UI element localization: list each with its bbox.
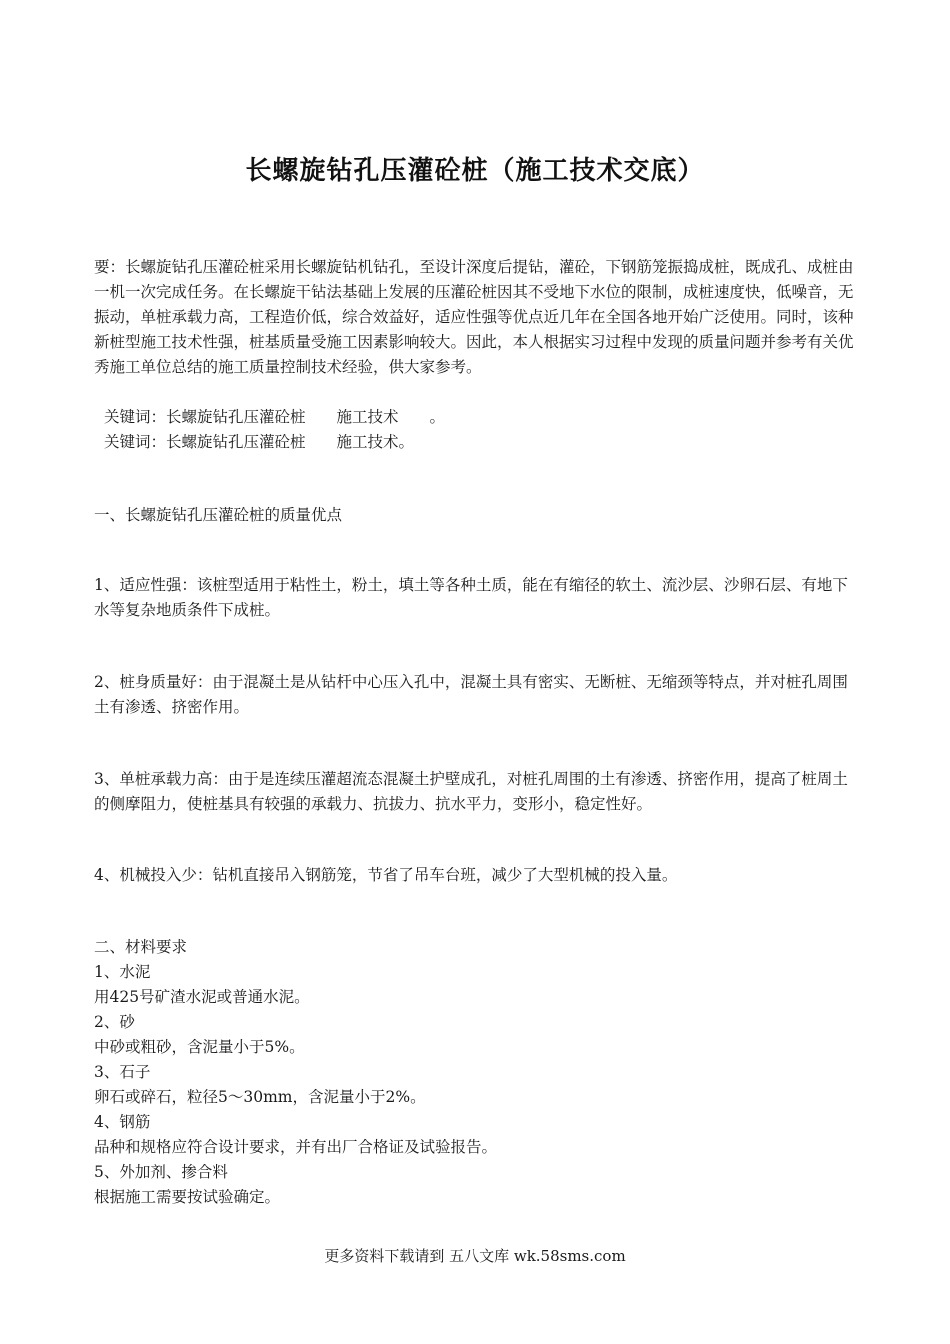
advantage-item-1: 1、适应性强：该桩型适用于粘性土，粉土，填土等各种土质，能在有缩径的软土、流沙层、沙卵石层、有地下水等复杂地质条件下成桩。 — [94, 576, 848, 619]
keywords-line-1: 关键词：长螺旋钻孔压灌砼桩 施工技术 。 — [104, 408, 446, 426]
material-heading-gravel: 3、石子 — [94, 1063, 151, 1081]
material-text-sand: 中砂或粗砂，含泥量小于5%。 — [94, 1038, 305, 1056]
material-heading-admixture: 5、外加剂、掺合料 — [94, 1163, 228, 1181]
document-title: 长螺旋钻孔压灌砼桩（施工技术交底） — [245, 156, 705, 186]
material-heading-cement: 1、水泥 — [94, 963, 151, 981]
advantage-item-4: 4、机械投入少：钻机直接吊入钢筋笼，节省了吊车台班，减少了大型机械的投入量。 — [94, 866, 678, 884]
material-text-gravel: 卵石或碎石，粒径5～30mm，含泥量小于2%。 — [94, 1088, 426, 1106]
material-text-rebar: 品种和规格应符合设计要求，并有出厂合格证及试验报告。 — [94, 1138, 498, 1156]
keywords-line-2: 关键词：长螺旋钻孔压灌砼桩 施工技术。 — [104, 433, 415, 451]
advantage-item-2: 2、桩身质量好：由于混凝土是从钻杆中心压入孔中，混凝土具有密实、无断桩、无缩颈等特点，并对桩孔周围土有渗透、挤密作用。 — [94, 673, 848, 716]
material-heading-sand: 2、砂 — [94, 1013, 135, 1031]
footer-link[interactable]: 更多资料下载请到 五八文库 wk.58sms.com — [324, 1247, 626, 1265]
material-text-admixture: 根据施工需要按试验确定。 — [94, 1188, 281, 1206]
material-heading-rebar: 4、钢筋 — [94, 1113, 151, 1131]
material-text-cement: 用425号矿渣水泥或普通水泥。 — [94, 988, 310, 1006]
abstract-paragraph: 要：长螺旋钻孔压灌砼桩采用长螺旋钻机钻孔，至设计深度后提钻，灌砼，下钢筋笼振捣成桩，既成孔、成桩由一机一次完成任务。在长螺旋干钻法基础上发展的压灌砼桩因其不受地下水位的限制，成桩速度快，低噪音，无振动，单桩承载力高，工程造价低，综合效益好，适应性强等优点近几年在全国各地开始广泛使用。同时，该种新桩型施工技术性强，桩基质量受施工因素影响较大。因此，本人根据实习过程中发现的质量问题并参考有关优秀施工单位总结的施工质量控制技术经验，供大家参考。 — [94, 258, 854, 376]
section-heading-1: 一、长螺旋钻孔压灌砼桩的质量优点 — [94, 506, 343, 524]
section-heading-2: 二、材料要求 — [94, 938, 188, 956]
advantage-item-3: 3、单桩承载力高：由于是连续压灌超流态混凝土护壁成孔，对桩孔周围的土有渗透、挤密作用，提高了桩周土的侧摩阻力，使桩基具有较强的承载力、抗拔力、抗水平力，变形小，稳定性好。 — [94, 770, 848, 813]
